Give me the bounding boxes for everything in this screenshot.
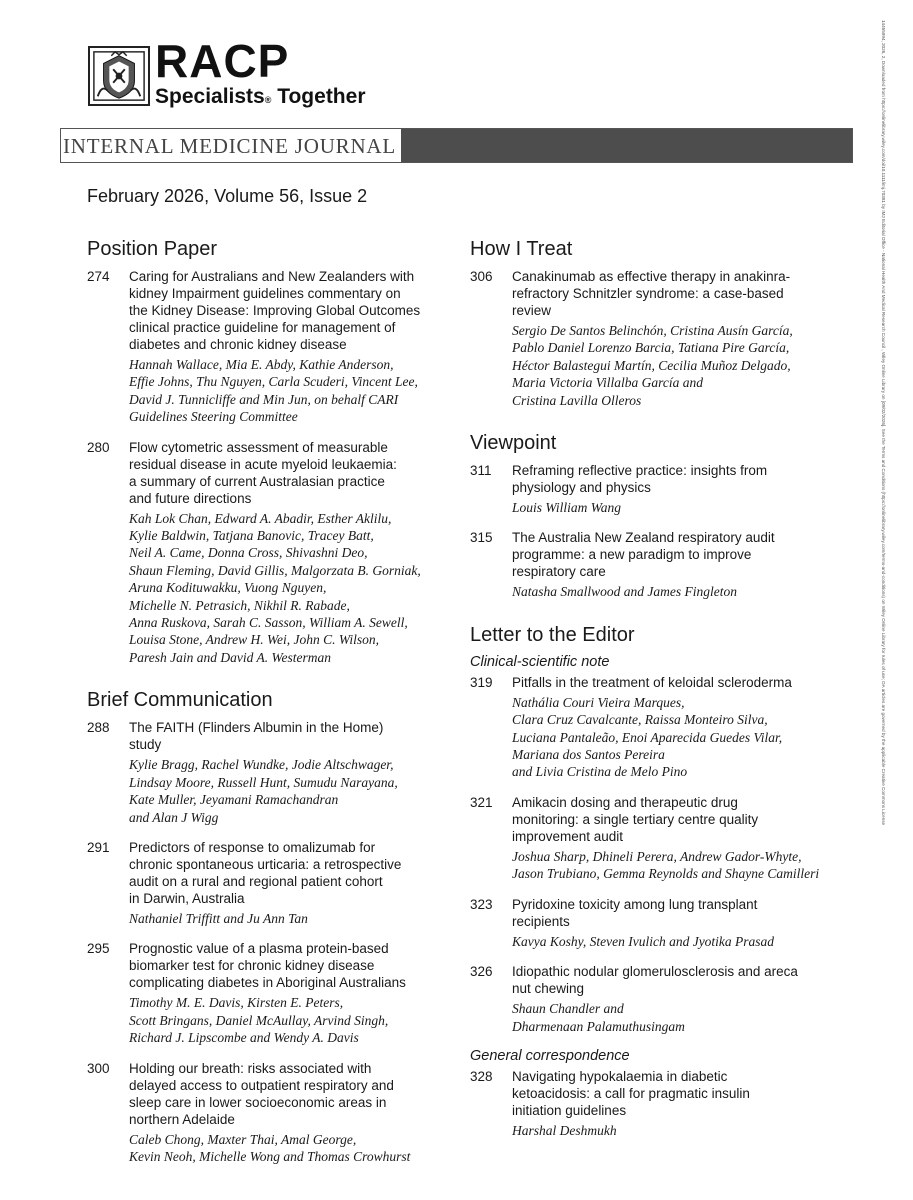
article-title[interactable]: Prognostic value of a plasma protein-based biomarker test for chronic kidney disease complicating diabetes in Aboriginal Australians	[129, 941, 406, 991]
issue-line: February 2026, Volume 56, Issue 2	[87, 186, 368, 206]
article-page: 291	[87, 839, 110, 855]
article-306[interactable]	[470, 268, 855, 409]
article-title[interactable]: Navigating hypokalaemia in diabetic ketoacidosis: a call for pragmatic insulin initiation guidelines	[512, 1068, 750, 1118]
article-280[interactable]	[87, 439, 449, 667]
section-heading-viewpoint: Viewpoint	[470, 432, 557, 455]
article-title[interactable]: Reframing reflective practice: insights from physiology and physics	[512, 463, 768, 496]
article-326[interactable]	[470, 963, 855, 1035]
article-authors: Natasha Smallwood and James Fingleton	[512, 584, 737, 600]
article-319[interactable]	[470, 674, 855, 781]
article-page: 319	[470, 674, 493, 690]
article-title[interactable]: Predictors of response to omalizumab for chronic spontaneous urticaria: a retrospective audit on a rural and regional patient cohort in Darwin, Australia	[129, 839, 402, 906]
section-heading-how-i-treat: How I Treat	[470, 238, 573, 260]
subsection-heading-clinical-note: Clinical-scientific note	[470, 653, 610, 670]
article-authors: Harshal Deshmukh	[512, 1122, 617, 1138]
article-page: 280	[87, 439, 110, 455]
article-page: 274	[87, 269, 110, 284]
article-300[interactable]	[87, 1060, 449, 1166]
tagline-end: Together	[271, 85, 366, 108]
article-page: 295	[87, 941, 110, 957]
article-291[interactable]	[87, 839, 449, 927]
article-page: 321	[470, 794, 493, 810]
article-authors: Nathaniel Triffitt and Ju Ann Tan	[129, 910, 308, 926]
section-heading-letter-to-editor: Letter to the Editor	[470, 623, 635, 646]
article-authors: Kavya Koshy, Steven Ivulich and Jyotika Prasad	[512, 933, 775, 949]
article-title[interactable]: Holding our breath: risks associated with delayed access to outpatient respiratory and sleep care in lower socioeconomic areas in northern Adelaide	[129, 1060, 394, 1127]
article-321[interactable]	[470, 794, 855, 883]
brand-name: RACP	[155, 35, 290, 87]
article-page: 300	[87, 1060, 110, 1076]
article-288[interactable]	[87, 719, 449, 826]
article-title[interactable]: Amikacin dosing and therapeutic drug monitoring: a single tertiary centre quality improvement audit	[512, 794, 759, 844]
article-authors: Nathália Couri Vieira Marques, Clara Cruz Cavalcante, Raissa Monteiro Silva, Luciana Pantaleão, Enoi Aparecida Guedes Vilar, Mariana dos Santos Pereira and Livia Cristina de Melo Pino	[512, 694, 783, 780]
download-side-note: 14455994, 2026, 2, Downloaded from https://onlinelibrary.wiley.com/doi/10.1111/imj.70381 by IMJ Editorial Office - National Health And Medical Research Council , Wiley Online Library on [09/02/2026]. See the Terms and Conditions (https://onlinelibrary.wiley.com/terms-and-conditions) on Wiley Online Library for rules of use; OA articles are governed by the applicable Creative Commons License	[881, 20, 886, 826]
article-page: 328	[470, 1068, 493, 1084]
article-274[interactable]	[87, 268, 449, 426]
article-title[interactable]: Caring for Australians and New Zealanders with kidney Impairment guidelines commentary on the Kidney Disease: Improving Global Outcomes clinical practice guideline for management of diabetes and chronic kidney disease	[129, 269, 421, 352]
article-title[interactable]: The Australia New Zealand respiratory audit programme: a new paradigm to improve respiratory care	[512, 530, 775, 580]
subsection-heading-general-correspondence: General correspondence	[470, 1047, 630, 1064]
tagline-text: Specialists	[155, 85, 265, 108]
article-authors: Joshua Sharp, Dhineli Perera, Andrew Gador-Whyte, Jason Trubiano, Gemma Reynolds and Shayne Camilleri	[512, 848, 820, 882]
article-authors: Sergio De Santos Belinchón, Cristina Ausín García, Pablo Daniel Lorenzo Barcia, Tatiana Pire García, Héctor Balastegui Martín, Cecilia Muñoz Delgado, Maria Victoria Villalba García and Cristina Lavilla Olleros	[512, 323, 793, 408]
article-295[interactable]	[87, 940, 449, 1046]
article-page: 315	[470, 530, 493, 546]
journal-bar-fill	[401, 129, 852, 162]
article-title[interactable]: Idiopathic nodular glomerulosclerosis and areca nut chewing	[512, 964, 798, 997]
racp-crest-logo	[88, 46, 150, 106]
article-title[interactable]: Pyridoxine toxicity among lung transplant recipients	[512, 896, 758, 929]
article-title[interactable]: Pitfalls in the treatment of keloidal scleroderma	[512, 674, 792, 690]
left-column	[87, 236, 449, 1178]
article-page: 306	[470, 269, 493, 284]
article-authors: Hannah Wallace, Mia E. Abdy, Kathie Anderson, Effie Johns, Thu Nguyen, Carla Scuderi, Vincent Lee, David J. Tunnicliffe and Min Jun, on behalf CARI Guidelines Steering Committee	[129, 357, 418, 425]
article-title[interactable]: Canakinumab as effective therapy in anakinra- refractory Schnitzler syndrome: a case-based review	[512, 269, 791, 318]
article-page: 326	[470, 964, 493, 980]
registered-mark: ®	[264, 95, 272, 105]
article-page: 323	[470, 896, 493, 912]
right-column	[470, 236, 855, 1152]
article-315[interactable]	[470, 529, 855, 600]
article-authors: Timothy M. E. Davis, Kirsten E. Peters, Scott Bringans, Daniel McAullay, Arvind Singh, Richard J. Lipscombe and Wendy A. Davis	[129, 995, 389, 1046]
article-page: 311	[470, 463, 492, 479]
section-heading-position-paper: Position Paper	[87, 238, 218, 260]
article-323[interactable]	[470, 896, 855, 950]
article-authors: Louis William Wang	[512, 500, 622, 516]
article-authors: Kylie Bragg, Rachel Wundke, Jodie Altschwager, Lindsay Moore, Russell Hunt, Sumudu Narayana, Kate Muller, Jeyamani Ramachandran and Alan J Wigg	[129, 757, 398, 825]
article-authors: Kah Lok Chan, Edward A. Abadir, Esther Aklilu, Kylie Baldwin, Tatjana Banovic, Tracey Batt, Neil A. Came, Donna Cross, Shivashni Deo, Shaun Fleming, David Gillis, Malgorzata B. Gorniak, Aruna Kodituwakku, Vuong Nguyen, Michelle N. Petrasich, Nikhil R. Rabade, Anna Ruskova, Sarah C. Sasson, William A. Sewell, Louisa Stone, Andrew H. Wei, John C. Wilson, Paresh Jain and David A. Westerman	[129, 510, 421, 665]
journal-title-bar	[60, 128, 853, 163]
brand-tagline	[155, 84, 366, 113]
article-328[interactable]	[470, 1068, 855, 1139]
article-authors: Shaun Chandler and Dharmenaan Palamuthusingam	[512, 1001, 685, 1034]
crest-icon	[90, 48, 148, 104]
article-title[interactable]: The FAITH (Flinders Albumin in the Home) study	[129, 720, 384, 753]
article-authors: Caleb Chong, Maxter Thai, Amal George, Kevin Neoh, Michelle Wong and Thomas Crowhurst	[129, 1131, 411, 1164]
journal-title: INTERNAL MEDICINE JOURNAL	[61, 129, 398, 162]
article-311[interactable]	[470, 462, 855, 516]
section-heading-brief-communication: Brief Communication	[87, 689, 273, 712]
article-title[interactable]: Flow cytometric assessment of measurable residual disease in acute myeloid leukaemia: a summary of current Australasian practice and future directions	[129, 439, 397, 506]
article-page: 288	[87, 720, 110, 736]
